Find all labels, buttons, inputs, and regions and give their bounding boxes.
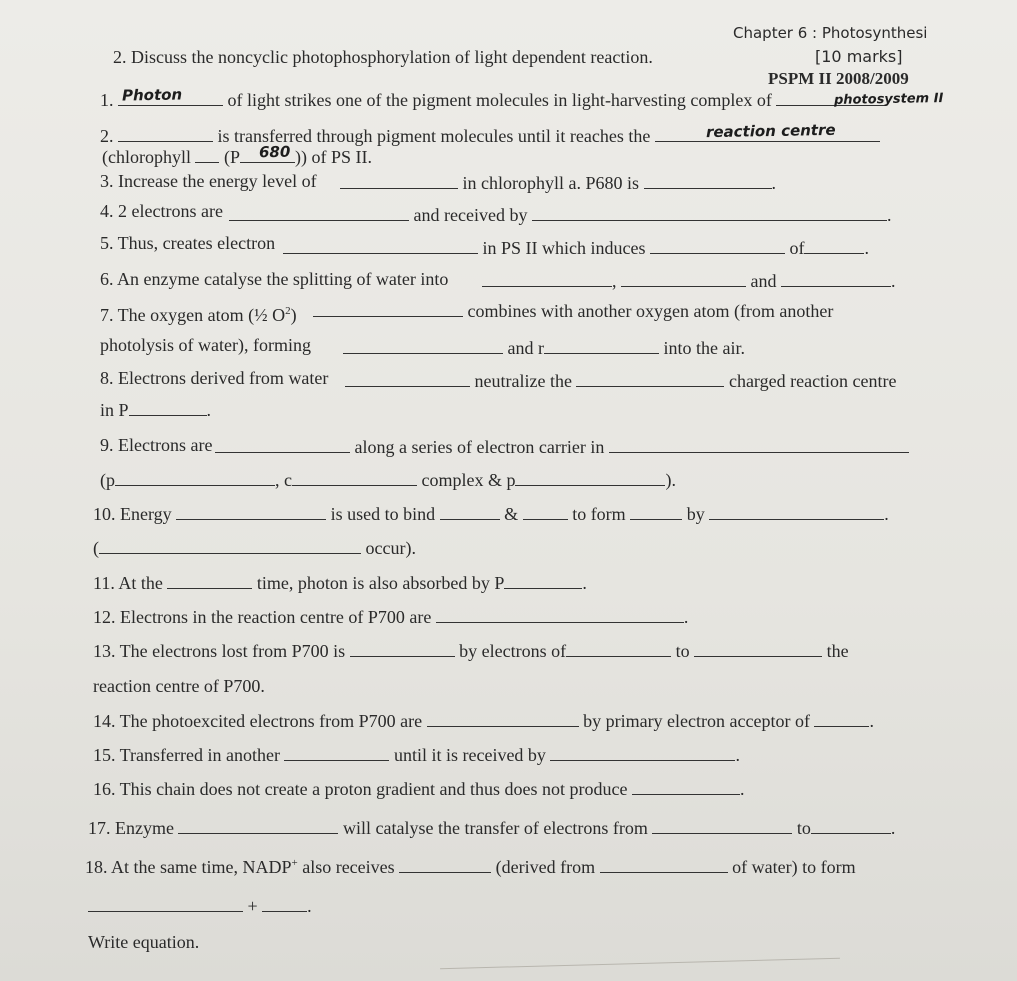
blank[interactable] xyxy=(215,436,350,453)
item-18: 18. At the same time, NADP+ also receives (derived from of water) to form xyxy=(85,857,856,877)
blank[interactable] xyxy=(550,744,735,761)
blank[interactable] xyxy=(350,640,455,657)
blank[interactable] xyxy=(644,172,772,189)
blank[interactable] xyxy=(650,237,785,254)
item-7-c: photolysis of water), forming xyxy=(100,335,311,355)
blank[interactable] xyxy=(515,469,665,486)
item-6-b: , and . xyxy=(482,270,896,292)
blank[interactable] xyxy=(804,237,864,254)
blank[interactable] xyxy=(340,172,458,189)
item-13-b: reaction centre of P700. xyxy=(93,676,265,696)
blank[interactable] xyxy=(345,370,470,387)
item-3: 3. Increase the energy level of xyxy=(100,171,317,191)
blank[interactable] xyxy=(178,817,338,834)
handwritten-reaction-centre: reaction centre xyxy=(705,120,836,142)
item-4: 4. 2 electrons are xyxy=(100,201,223,221)
blank[interactable] xyxy=(814,710,869,727)
blank[interactable] xyxy=(436,606,684,623)
blank[interactable] xyxy=(504,572,582,589)
blank[interactable] xyxy=(532,204,887,221)
blank[interactable] xyxy=(176,503,326,520)
item-4-b: and received by . xyxy=(229,204,891,226)
blank[interactable] xyxy=(600,856,728,873)
blank[interactable] xyxy=(292,469,417,486)
blank[interactable] xyxy=(343,337,503,354)
blank[interactable] xyxy=(694,640,822,657)
item-9-b: along a series of electron carrier in xyxy=(215,436,909,458)
item-9-c: (p , c complex & p ). xyxy=(100,470,676,490)
item-8-c: in P . xyxy=(100,400,212,420)
blank[interactable] xyxy=(427,710,579,727)
item-3-b: in chlorophyll a. P680 is . xyxy=(340,172,776,194)
blank[interactable] xyxy=(440,503,500,520)
blank[interactable] xyxy=(811,817,891,834)
item-5-b: in PS II which induces of . xyxy=(283,237,869,259)
item-9: 9. Electrons are xyxy=(100,435,213,455)
item-8-b: neutralize the charged reaction centre xyxy=(345,370,897,392)
item-17: 17. Enzyme will catalyse the transfer of electrons from to . xyxy=(88,818,896,838)
item-12: 12. Electrons in the reaction centre of P700 are . xyxy=(93,607,689,627)
handwritten-photon: Photon xyxy=(121,85,183,105)
blank[interactable] xyxy=(99,537,361,554)
item-10-b: ( occur). xyxy=(93,538,416,558)
pencil-mark xyxy=(440,958,840,969)
item-15: 15. Transferred in another until it is received by . xyxy=(93,745,740,765)
blank[interactable] xyxy=(167,572,252,589)
item-7-d: and r into the air. xyxy=(343,337,745,359)
exam-label: PSPM II 2008/2009 xyxy=(768,69,909,88)
item-14: 14. The photoexcited electrons from P700 are by primary electron acceptor of . xyxy=(93,711,874,731)
blank[interactable] xyxy=(229,204,409,221)
blank[interactable] xyxy=(523,503,568,520)
item-5: 5. Thus, creates electron xyxy=(100,233,276,253)
write-equation-label: Write equation. xyxy=(88,932,200,952)
blank[interactable] xyxy=(609,436,909,453)
item-11: 11. At the time, photon is also absorbed by P . xyxy=(93,573,587,593)
blank[interactable] xyxy=(544,337,659,354)
blank[interactable] xyxy=(576,370,724,387)
blank[interactable] xyxy=(262,895,307,912)
item-2: 2. is transferred through pigment molecules until it reaches the xyxy=(100,125,880,147)
item-7: 7. The oxygen atom (½ $O^2$) xyxy=(100,305,297,325)
item-16: 16. This chain does not create a proton gradient and thus does not produce . xyxy=(93,779,745,799)
blank[interactable] xyxy=(566,640,671,657)
blank[interactable] xyxy=(652,817,792,834)
blank[interactable] xyxy=(781,270,891,287)
blank[interactable] xyxy=(284,744,389,761)
item-1: 1. of light strikes one of the pigment molecules in light-harvesting complex of xyxy=(100,89,886,111)
blank[interactable] xyxy=(709,503,884,520)
handwritten-680: 680 xyxy=(258,142,291,162)
blank[interactable] xyxy=(632,778,740,795)
blank[interactable] xyxy=(313,300,463,317)
blank[interactable] xyxy=(195,146,219,163)
question-title: 2. Discuss the noncyclic photophosphorylation of light dependent reaction. xyxy=(113,47,653,67)
blank[interactable] xyxy=(118,125,213,142)
item-2-cont: (chlorophyll (P )) of PS II. xyxy=(102,147,372,167)
item-18-b: + . xyxy=(88,895,312,917)
blank[interactable] xyxy=(621,270,746,287)
blank[interactable] xyxy=(482,270,612,287)
item-7-b: combines with another oxygen atom (from another xyxy=(313,300,833,322)
chapter-title: Chapter 6 : Photosynthesi xyxy=(733,24,928,42)
marks-label: [10 marks] xyxy=(815,47,903,66)
blank[interactable] xyxy=(129,399,207,416)
blank[interactable] xyxy=(283,237,478,254)
blank[interactable] xyxy=(115,469,275,486)
blank[interactable] xyxy=(88,895,243,912)
blank[interactable] xyxy=(399,856,491,873)
blank[interactable] xyxy=(630,503,682,520)
item-8: 8. Electrons derived from water xyxy=(100,368,329,388)
item-6: 6. An enzyme catalyse the splitting of water into xyxy=(100,269,449,289)
item-13: 13. The electrons lost from P700 is by electrons of to the xyxy=(93,641,849,661)
item-10: 10. Energy is used to bind & to form by . xyxy=(93,504,889,524)
handwritten-photosystem: photosystem II xyxy=(833,91,944,108)
